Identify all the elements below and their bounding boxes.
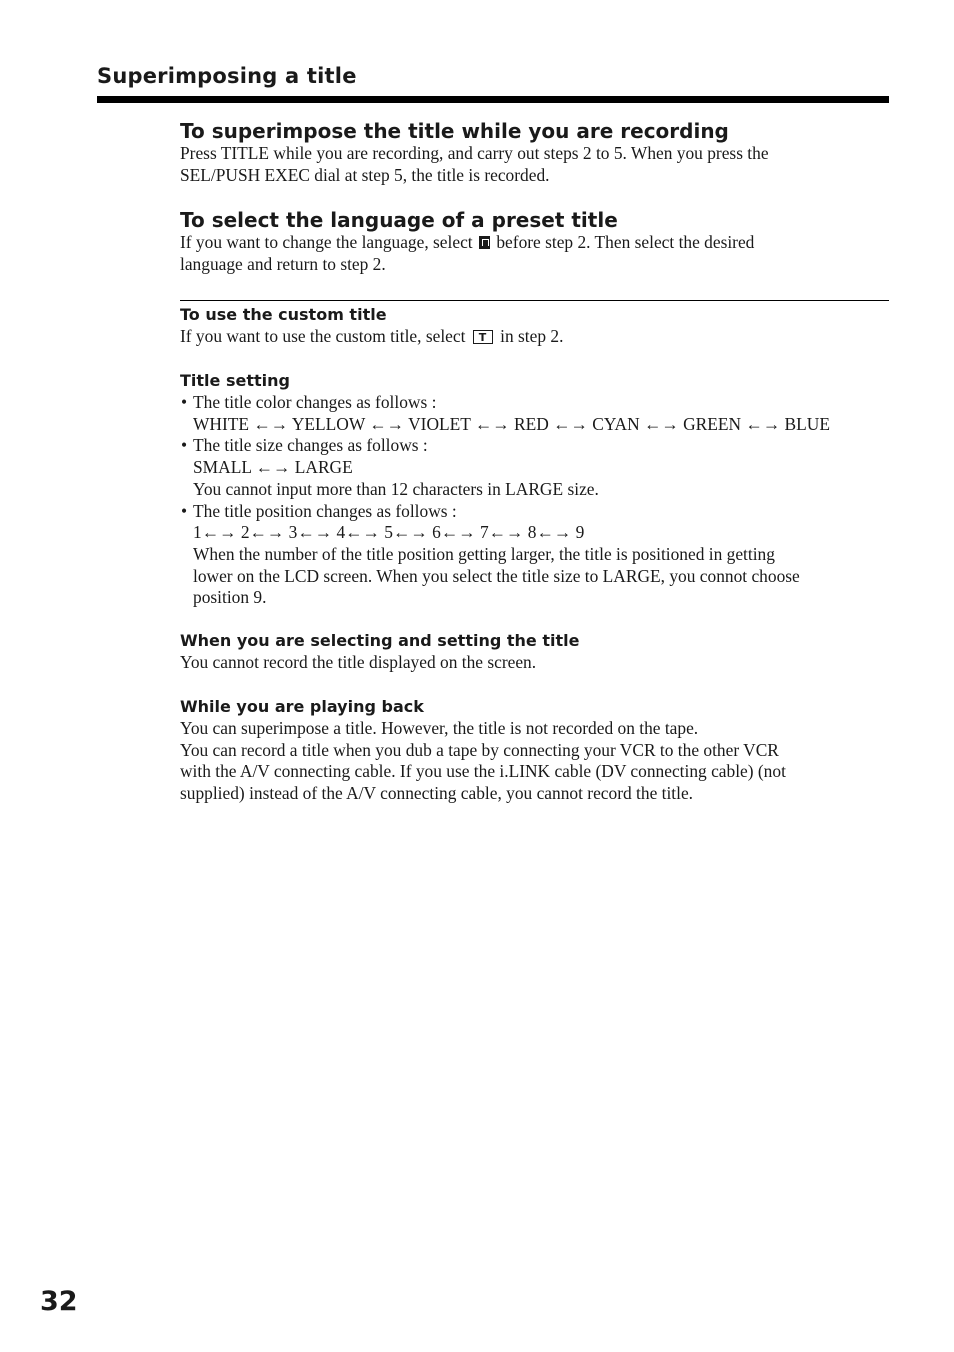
title-setting-section	[180, 370, 889, 609]
position-bullet	[180, 501, 889, 523]
custom-title-section	[180, 304, 889, 348]
color-intro: The title color changes as follows :	[193, 392, 437, 412]
position-intro: The title position changes as follows :	[193, 500, 457, 521]
playback-line-1: You can superimpose a title. However, the title is not recorded on the tape.	[180, 718, 699, 738]
custom-title-icon	[473, 330, 493, 344]
section-title-rule	[97, 96, 889, 103]
recording-section	[180, 119, 889, 186]
color-bullet	[180, 392, 889, 414]
custom-title-text-start: If you want to use the custom title, select	[180, 326, 466, 346]
language-line-1-start: If you want to change the language, select	[180, 232, 473, 252]
bullet-dot: •	[181, 392, 188, 412]
recording-line-2: SEL/PUSH EXEC dial at step 5, the title is recorded.	[180, 164, 550, 185]
position-note-3: position 9.	[193, 587, 267, 608]
selecting-text: You cannot record the title displayed on the screen.	[180, 652, 537, 672]
color-sequence: WHITE ←→ YELLOW ←→ VIOLET ←→ RED ←→ CYAN ←→ GREEN ←→ BLUE	[193, 413, 830, 434]
page-number: 32	[40, 1286, 78, 1317]
language-line-1	[180, 232, 889, 254]
position-sequence: 1←→ 2←→ 3←→ 4←→ 5←→ 6←→ 7←→ 8←→ 9	[193, 522, 585, 543]
divider-rule	[180, 300, 889, 301]
custom-title-text-end: in step 2.	[500, 326, 564, 346]
size-note: You cannot input more than 12 characters in LARGE size.	[193, 478, 599, 499]
size-sequence: SMALL ←→ LARGE	[193, 457, 353, 478]
section-title: Superimposing a title	[97, 64, 357, 88]
language-line-2: language and return to step 2.	[180, 253, 386, 274]
custom-title-heading: To use the custom title	[180, 305, 387, 324]
playback-heading: While you are playing back	[180, 697, 424, 716]
playback-line-2: You can record a title when you dub a tape by connecting your VCR to the other VCR	[180, 739, 779, 760]
position-note-2: lower on the LCD screen. When you select the title size to LARGE, you connot choose	[193, 565, 800, 586]
size-bullet	[180, 435, 889, 457]
language-section	[180, 208, 889, 275]
playback-line-4: supplied) instead of the A/V connecting cable, you cannot record the title.	[180, 783, 694, 804]
size-intro: The title size changes as follows :	[193, 435, 428, 456]
language-heading: To select the language of a preset title	[180, 208, 618, 232]
playback-section	[180, 696, 889, 805]
language-line-1-end: before step 2. Then select the desired	[496, 232, 755, 252]
bullet-dot: •	[181, 500, 188, 521]
title-setting-heading: Title setting	[180, 371, 290, 390]
position-note-1: When the number of the title position getting larger, the title is positioned in getting	[193, 543, 775, 564]
custom-title-text	[180, 326, 889, 348]
recording-line-1: Press TITLE while you are recording, and carry out steps 2 to 5. When you press the	[180, 143, 769, 163]
selecting-section	[180, 630, 889, 674]
selecting-heading: When you are selecting and setting the title	[180, 631, 580, 650]
language-icon	[479, 236, 490, 249]
bullet-dot: •	[181, 435, 188, 456]
playback-line-3: with the A/V connecting cable. If you use the i.LINK cable (DV connecting cable) (not	[180, 761, 786, 782]
recording-heading: To superimpose the title while you are recording	[180, 119, 729, 143]
